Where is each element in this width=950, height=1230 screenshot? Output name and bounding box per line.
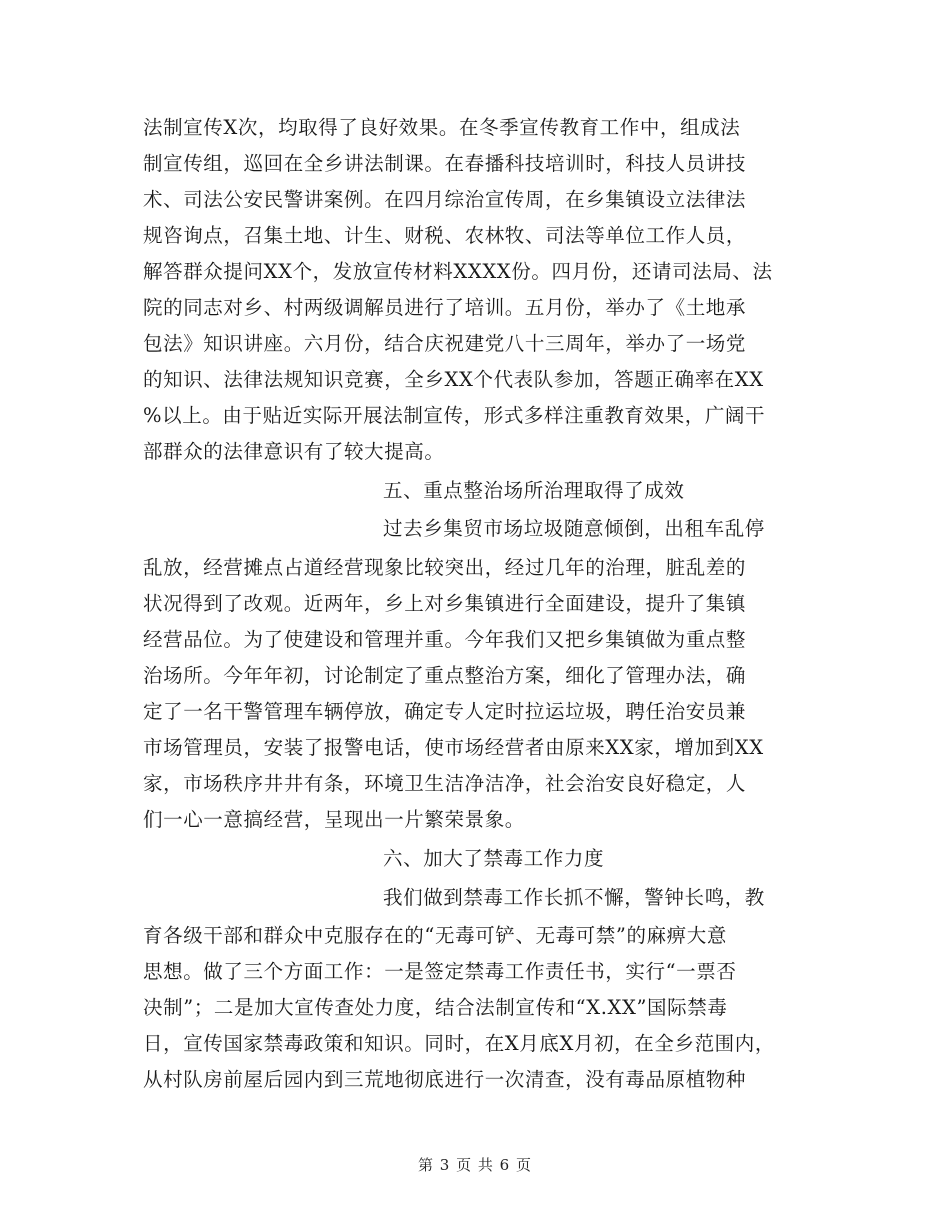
text-line: 家，市场秩序井井有条，环境卫生洁净洁净，社会治安良好稳定，人 [143, 772, 747, 795]
text-line: 状况得到了改观。近两年，乡上对乡集镇进行全面建设，提升了集镇 [143, 592, 747, 615]
text-line: 日，宣传国家禁毒政策和知识。同时，在X月底X月初，在全乡范围内， [143, 1032, 775, 1055]
section-heading: 六、加大了禁毒工作力度 [383, 847, 605, 870]
text-line: 从村队房前屋后园内到三荒地彻底进行一次清查，没有毒品原植物种 [143, 1068, 747, 1091]
section-heading: 五、重点整治场所治理取得了成效 [383, 479, 685, 502]
text-line: 市场管理员，安装了报警电话，使市场经营者由原来XX家，增加到XX [143, 736, 764, 759]
text-line: 术、司法公安民警讲案例。在四月综治宣传周，在乡集镇设立法律法 [143, 188, 747, 211]
text-line: 包法》知识讲座。六月份，结合庆祝建党八十三周年，举办了一场党 [143, 332, 747, 355]
text-line: 育各级干部和群众中克服存在的“无毒可铲、无毒可禁”的麻痹大意 [143, 924, 727, 947]
text-line: 的知识、法律法规知识竞赛，全乡XX个代表队参加，答题正确率在XX [143, 368, 764, 391]
text-line: 规咨询点，召集土地、计生、财税、农林牧、司法等单位工作人员， [143, 224, 747, 247]
text-line: 乱放，经营摊点占道经营现象比较突出，经过几年的治理，脏乱差的 [143, 556, 747, 579]
text-line: 决制”；二是加大宣传查处力度，结合法制宣传和“X.XX”国际禁毒 [143, 996, 728, 1019]
text-line: 经营品位。为了使建设和管理并重。今年我们又把乡集镇做为重点整 [143, 628, 747, 651]
text-line: 们一心一意搞经营，呈现出一片繁荣景象。 [143, 808, 525, 831]
text-line: 定了一名干警管理车辆停放，确定专人定时拉运垃圾，聘任治安员兼 [143, 700, 747, 723]
page-footer: 第 3 页 共 6 页 [418, 1156, 532, 1174]
text-line: 解答群众提问XX个，发放宣传材料XXXX份。四月份，还请司法局、法 [143, 260, 773, 283]
text-line: 制宣传组，巡回在全乡讲法制课。在春播科技培训时，科技人员讲技 [143, 152, 747, 175]
text-line: 院的同志对乡、村两级调解员进行了培训。五月份，举办了《土地承 [143, 296, 747, 319]
text-line: 思想。做了三个方面工作：一是签定禁毒工作责任书，实行“一票否 [143, 960, 737, 983]
paragraph-first-line: 过去乡集贸市场垃圾随意倾倒，出租车乱停 [383, 517, 765, 540]
text-line: 治场所。今年年初，讨论制定了重点整治方案，细化了管理办法，确 [143, 664, 747, 687]
text-line: %以上。由于贴近实际开展法制宣传，形式多样注重教育效果，广阔干 [143, 404, 766, 427]
paragraph-first-line: 我们做到禁毒工作长抓不懈，警钟长鸣，教 [383, 886, 765, 909]
text-line: 法制宣传X次，均取得了良好效果。在冬季宣传教育工作中，组成法 [143, 116, 741, 139]
text-line: 部群众的法律意识有了较大提高。 [143, 440, 445, 463]
